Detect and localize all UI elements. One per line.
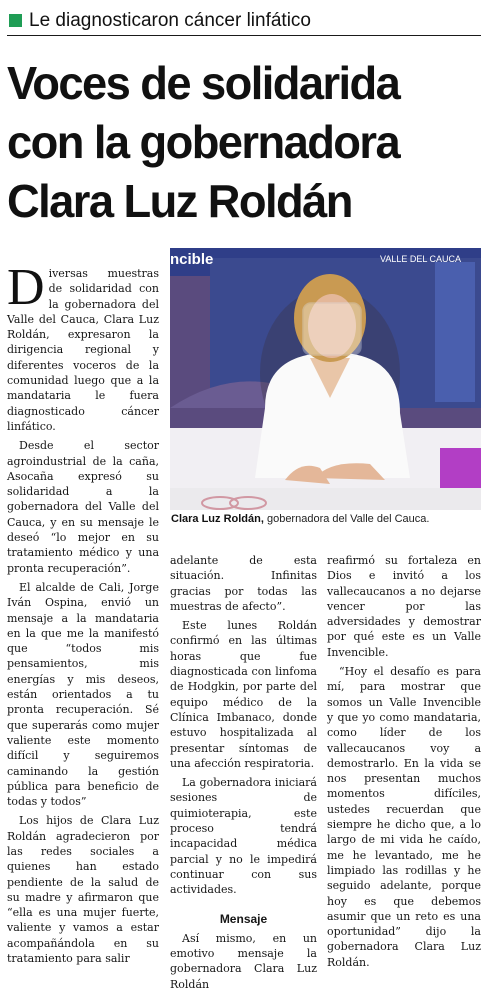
paragraph: Así mismo, en un emotivo mensaje la gobernadora Clara Luz Roldán <box>170 931 317 991</box>
paragraph: Este lunes Roldán confirmó en las últimas horas que fue diagnosticada con linfoma de Hodgkin, por parte del equipo médico de la Clínica Imbanaco, donde estuvo hospitalizada al presentar síntomas de una afección respiratoria. <box>170 619 317 770</box>
paragraph: reafirmó su fortaleza en Dios e invitó a los vallecaucanos a no dejarse vencer por las adversidades y demostrar por qué este es un Valle Invencible. <box>327 554 481 659</box>
paragraph: Los hijos de Clara Luz Roldán agradecieron por las redes sociales a quienes han estado pendiente de la salud de su madre y afirmaron que “ella es una mujer fuerte, valiente y vamos a estar acompañándola en su tratamiento para salir <box>7 814 159 966</box>
headline-line-2: con la gobernadora <box>7 116 400 168</box>
paragraph: adelante de esta situación. Infinitas gracias por todas las muestras de afecto”. <box>170 554 317 613</box>
headline-line-3: Clara Luz Roldán <box>7 175 352 227</box>
caption-name: Clara Luz Roldán, <box>171 513 264 525</box>
paragraph: Desde el sector agroindustrial de la caña, Asocaña expresó su solidaridad a la gobernadora del Valle del Cauca, y en su mensaje le deseó “lo mejor en su tratamiento médico y una pronta recuperación”. <box>7 439 159 575</box>
photo-caption <box>171 513 481 525</box>
headline-line-1: Voces de solidarida <box>7 57 400 109</box>
section-kicker <box>7 9 481 36</box>
article-photo <box>170 248 481 510</box>
green-square-icon <box>9 14 22 27</box>
article-column-3 <box>327 553 481 970</box>
screen-text-left: ncible <box>170 251 214 268</box>
paragraph: Diversas muestras de solidaridad con la gobernadora del Valle del Cauca, Clara Luz Roldán, expresaron la dirigencia regional y diferentes voceros de la comunidad luego que a la mandataria le fuera diagnosticado cáncer linfático. <box>7 259 159 433</box>
article-column-1 <box>7 259 159 966</box>
kicker-text: Le diagnosticaron cáncer linfático <box>29 10 312 31</box>
drop-cap: D <box>7 259 45 316</box>
screen-text-right: VALLE DEL CAUCA <box>380 254 462 264</box>
caption-text: gobernadora del Valle del Cauca. <box>263 513 430 525</box>
headline <box>7 54 485 231</box>
paragraph: “Hoy el desafío es para mí, para mostrar que somos un Valle Invencible y que yo como mandataria, como líder de los vallecaucanos voy a demostrarlo. En la vida se nos presentan muchos momentos difíciles, ustedes recuerdan que siempre he dicho que, a lo largo de mi vida he caído, me he levantado, me he limpiado las rodillas y he seguido adelante, porque hoy es que debemos asumir que un reto es una oportunidad” dijo la gobernadora Clara Luz Roldán. <box>327 665 481 969</box>
article-column-2 <box>170 553 317 992</box>
paragraph: El alcalde de Cali, Jorge Iván Ospina, envió un mensaje a la mandataria en la que me la manifestó que “todos mis pensamientos, mis energías y mis deseos, están orientados a tu pronta recuperación. Sé que superarás como mujer valiente este momento difícil y seguiremos caminando la gestión pública para beneficio de todas y todos” <box>7 580 159 809</box>
paragraph: La gobernadora iniciará sesiones de quimioterapia, este proceso tendrá incapacidad médica parcial y no le impedirá continuar con sus actividades. <box>170 776 317 897</box>
subheading: Mensaje <box>219 911 268 926</box>
